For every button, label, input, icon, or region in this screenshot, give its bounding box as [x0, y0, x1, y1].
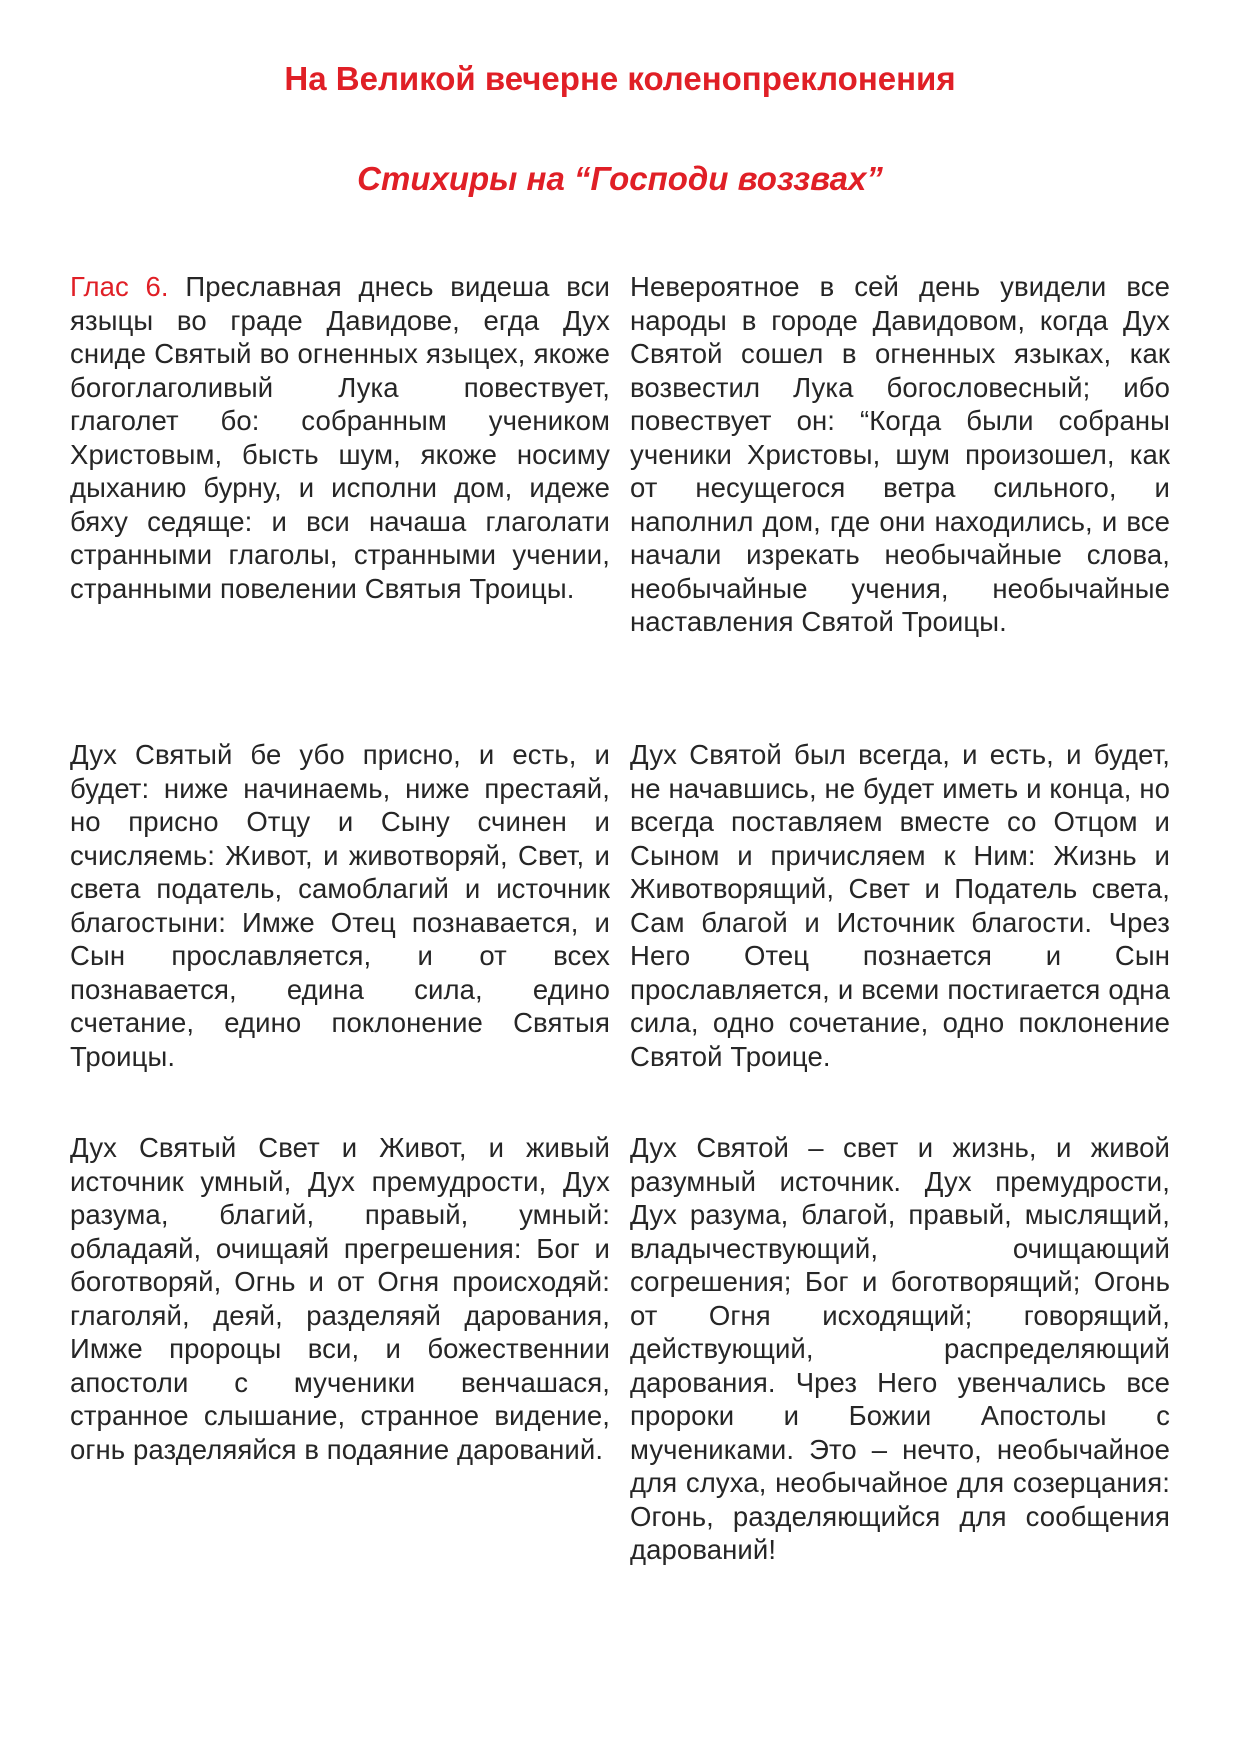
- slavonic-text: [70, 270, 610, 639]
- russian-text: Дух Святой был всегда, и есть, и будет, не начавшись, не будет иметь и конца, но всегда поставляем вместе со Отцом и Сыном и причисляем к Ним: Жизнь и Животворящий, Свет и Податель света, Сам благой и Источник благости. Чрез Него Отец познается и Сын прославляется, и всеми постигается одна сила, одно сочетание, одно поклонение Святой Троице.: [630, 739, 1170, 1072]
- page-title: На Великой вечерне коленопреклонения: [284, 60, 956, 97]
- slavonic-body: Преславная днесь видеша вси языцы во граде Давидове, егда Дух сниде Святый во огненных языцех, якоже богоглаголивый Лука повествует, глаголет бо: собранным учеником Христовым, бысть шум, якоже носиму дыханию бурну, и исполни дом, идеже бяху седяще: и вси начаша глаголати странными глаголы, странными учении, странными повелении Святыя Троицы.: [70, 271, 610, 604]
- tone-label: Глас 6.: [70, 271, 169, 302]
- sticheron-block: [70, 738, 1170, 1073]
- sticheron-block: [70, 270, 1170, 639]
- slavonic-text: Дух Святый Свет и Живот, и живый источник умный, Дух премудрости, Дух разума, благий, правый, умный: обладаяй, очищаяй прегрешения: Бог и боготворяй, Огнь и от Огня происходяй: глаголяй, деяй, разделяяй дарования, Имже пророцы вси, и божественнии апостоли с мученики венчашася, странное слышание, странное видение, огнь разделяяйся в подаяние дарований.: [70, 1132, 610, 1465]
- page-subtitle: Стихиры на “Господи воззвах”: [357, 160, 883, 197]
- russian-text: Невероятное в сей день увидели все народы в городе Давидовом, когда Дух Святой сошел в огненных языках, как возвестил Лука богословесный; ибо повествует он: “Когда были собраны ученики Христовы, шум произошел, как от несущегося ветра сильного, и наполнил дом, где они находились, и все начали изрекать необычайные слова, необычайные учения, необычайные наставления Святой Троицы.: [630, 271, 1170, 637]
- russian-text: Дух Святой – свет и жизнь, и живой разумный источник. Дух премудрости, Дух разума, благой, правый, мыслящий, владычествующий, очищающий согрешения; Бог и боготворящий; Огонь от Огня исходящий; говорящий, действующий, распределяющий дарования. Чрез Него увенчались все пророки и Божии Апостолы с мучениками. Это – нечто, необычайное для слуха, необычайное для созерцания: Огонь, разделяющийся для сообщения дарований!: [630, 1132, 1170, 1565]
- slavonic-text: Дух Святый бе убо присно, и есть, и будет: ниже начинаемь, ниже престаяй, но присно Отцу и Сыну счинен и счисляемь: Живот, и животворяй, Свет, и света податель, самоблагий и источник благостыни: Имже Отец познавается, и Сын прославляется, и от всех познавается, едина сила, едино счетание, едино поклонение Святыя Троицы.: [70, 739, 610, 1072]
- sticheron-block: [70, 1131, 1170, 1567]
